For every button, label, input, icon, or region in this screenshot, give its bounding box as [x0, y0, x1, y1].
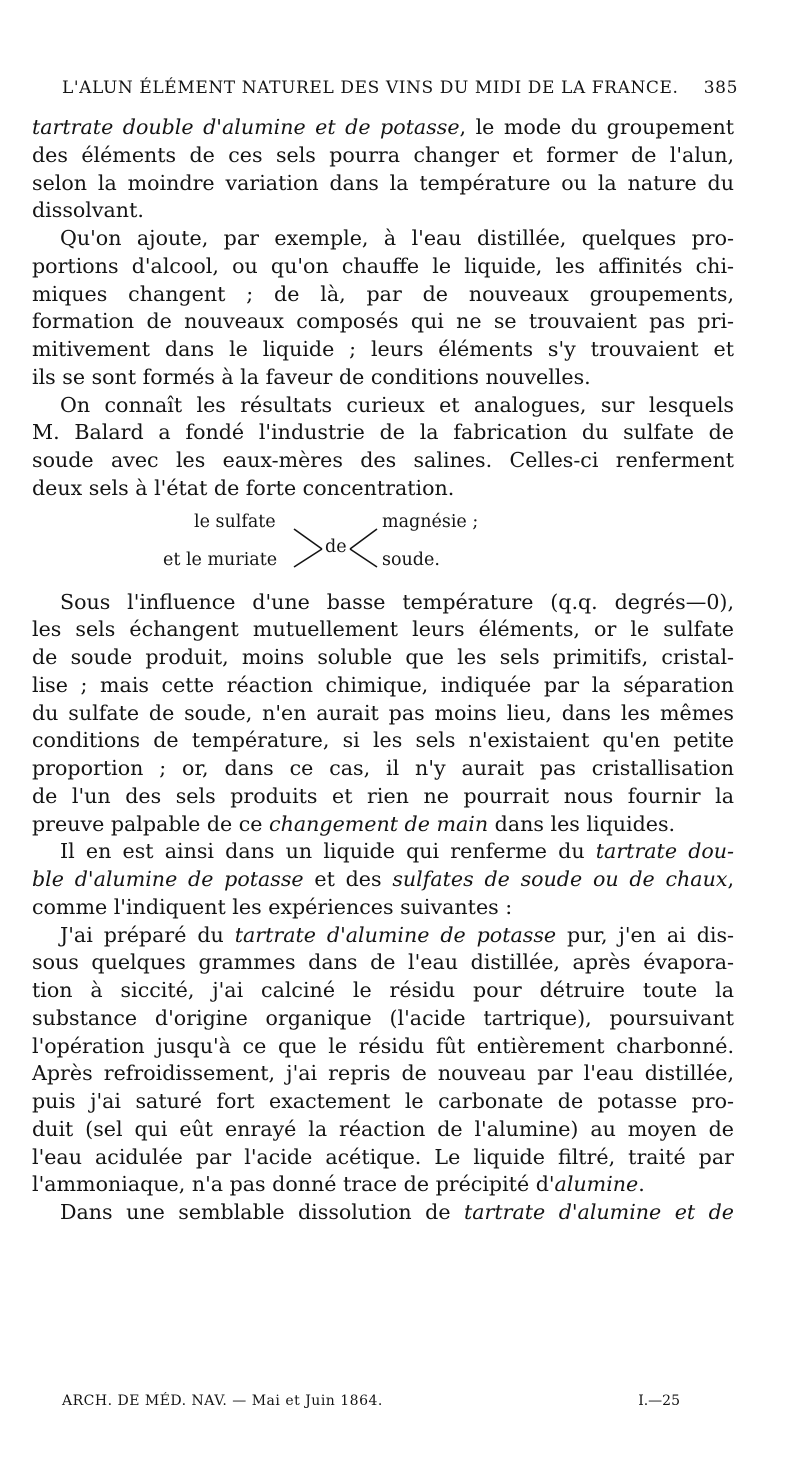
schema-center: de	[325, 536, 347, 557]
text-line: Il en est ainsi dans un liquide qui renferme du tartrate dou-	[60, 839, 735, 864]
text-line: deux sels à l'état de forte concentration.	[32, 475, 455, 500]
text-line: selon la moindre variation dans la température ou la nature du	[32, 170, 734, 195]
text-line: soude avec les eaux-mères des salines. Celles-ci renferment	[32, 448, 734, 472]
text-line: l'opération jusqu'à ce que le résidu fût entièrement charbonné.	[32, 1033, 734, 1058]
schema-bottom-right: soude.	[382, 549, 440, 570]
paragraph	[32, 392, 734, 503]
italic-term: tartrate dou-	[595, 839, 735, 864]
text-line: dissolvant.	[32, 198, 144, 223]
text-line: sous quelques grammes dans de l'eau distillée, après évapora-	[32, 950, 734, 975]
signature-mark: I.—25	[638, 1393, 680, 1409]
text-line: J'ai préparé du tartrate d'alumine de potasse pur, j'en ai dis-	[60, 922, 735, 947]
text-line: duit (sel qui eût enrayé la réaction de l'alumine) au moyen de	[32, 1116, 734, 1141]
page-number: 385	[703, 78, 738, 98]
chemical-exchange-schema	[32, 509, 734, 583]
text-line: ble d'alumine de potasse et des sulfates de soude ou de chaux,	[32, 867, 734, 891]
schema-top-right: magnésie ;	[382, 511, 479, 532]
schema-bottom-left: et le muriate	[163, 549, 278, 570]
text-line: preuve palpable de ce changement de main dans les liquides.	[32, 811, 676, 836]
italic-term: tartrate d'alumine de potasse	[234, 922, 557, 947]
text-line: proportion ; or, dans ce cas, il n'y aurait pas cristallisation	[32, 756, 734, 780]
paragraph	[32, 589, 734, 839]
text-line: conditions de température, si les sels n'existaient qu'en petite	[32, 728, 734, 753]
text-line: miques changent ; de là, par de nouveaux groupements,	[32, 281, 734, 306]
text-line: comme l'indiquent les expériences suivantes :	[32, 894, 513, 919]
text-line: Après refroidissement, j'ai repris de nouveau par l'eau distillée,	[32, 1061, 734, 1086]
text-line: Qu'on ajoute, par exemple, à l'eau distillée, quelques pro-	[60, 226, 734, 250]
paragraph	[32, 838, 734, 921]
italic-term: alumine	[554, 1172, 639, 1197]
italic-term: tartrate d'alumine et de	[463, 1200, 734, 1224]
text-line: lise ; mais cette réaction chimique, indiquée par la séparation	[32, 672, 734, 697]
schema-line-top-left	[294, 529, 322, 549]
text-line: ils se sont formés à la faveur de conditions nouvelles.	[32, 364, 591, 389]
page-footer	[62, 1393, 680, 1419]
text-line: des éléments de ces sels pourra changer et former de l'alun,	[32, 142, 734, 167]
italic-term: sulfates de soude ou de chaux	[392, 867, 728, 891]
text-line: Sous l'influence d'une basse température (q.q. degrés—0),	[60, 589, 734, 614]
schema-line-top-right	[350, 529, 377, 549]
italic-term: changement de main	[269, 811, 489, 836]
running-header	[60, 78, 740, 108]
schema-line-bottom-right	[350, 549, 377, 567]
journal-reference: ARCH. DE MÉD. NAV. — Mai et Juin 1864.	[62, 1393, 383, 1409]
paragraph	[32, 922, 734, 1200]
text-line: portions d'alcool, ou qu'on chauffe le liquide, les affinités chi-	[32, 253, 734, 278]
text-line: formation de nouveaux composés qui ne se trouvaient pas pri-	[32, 309, 734, 334]
schema-top-left: le sulfate	[194, 511, 276, 532]
italic-term: ble d'alumine de potasse	[32, 867, 304, 891]
text-line: substance d'origine organique (l'acide tartrique), poursuivant	[32, 1005, 734, 1030]
schema-line-bottom-left	[294, 549, 322, 567]
text-line: puis j'ai saturé fort exactement le carbonate de potasse pro-	[32, 1089, 734, 1113]
paragraph	[32, 1199, 734, 1227]
text-line: de l'un des sels produits et rien ne pourrait nous fournir la	[32, 783, 734, 808]
text-line: de soude produit, moins soluble que les sels primitifs, cristal-	[32, 645, 734, 669]
italic-term: tartrate double d'alumine et de potasse	[32, 115, 460, 139]
text-line: On connaît les résultats curieux et analogues, sur lesquels	[60, 392, 734, 417]
text-line: tion à siccité, j'ai calciné le résidu pour détruire toute la	[32, 978, 734, 1002]
paragraph	[32, 114, 734, 225]
text-line: M. Balard a fondé l'industrie de la fabrication du sulfate de	[32, 420, 734, 445]
text-line: l'ammoniaque, n'a pas donné trace de précipité d'alumine.	[32, 1172, 645, 1197]
paragraph	[32, 225, 734, 392]
text-line: les sels échangent mutuellement leurs éléments, or le sulfate	[32, 617, 734, 642]
text-line: tartrate double d'alumine et de potasse, le mode du groupement	[32, 115, 734, 139]
text-line: Dans une semblable dissolution de tartrate d'alumine et de	[60, 1200, 734, 1224]
running-title: L'ALUN ÉLÉMENT NATUREL DES VINS DU MIDI DE LA FRANCE.	[62, 78, 679, 98]
text-line: mitivement dans le liquide ; leurs éléments s'y trouvaient et	[32, 337, 734, 361]
body-text	[32, 114, 734, 1227]
text-line: l'eau acidulée par l'acide acétique. Le liquide filtré, traité par	[32, 1144, 734, 1169]
text-line: du sulfate de soude, n'en aurait pas moins lieu, dans les mêmes	[32, 700, 734, 725]
